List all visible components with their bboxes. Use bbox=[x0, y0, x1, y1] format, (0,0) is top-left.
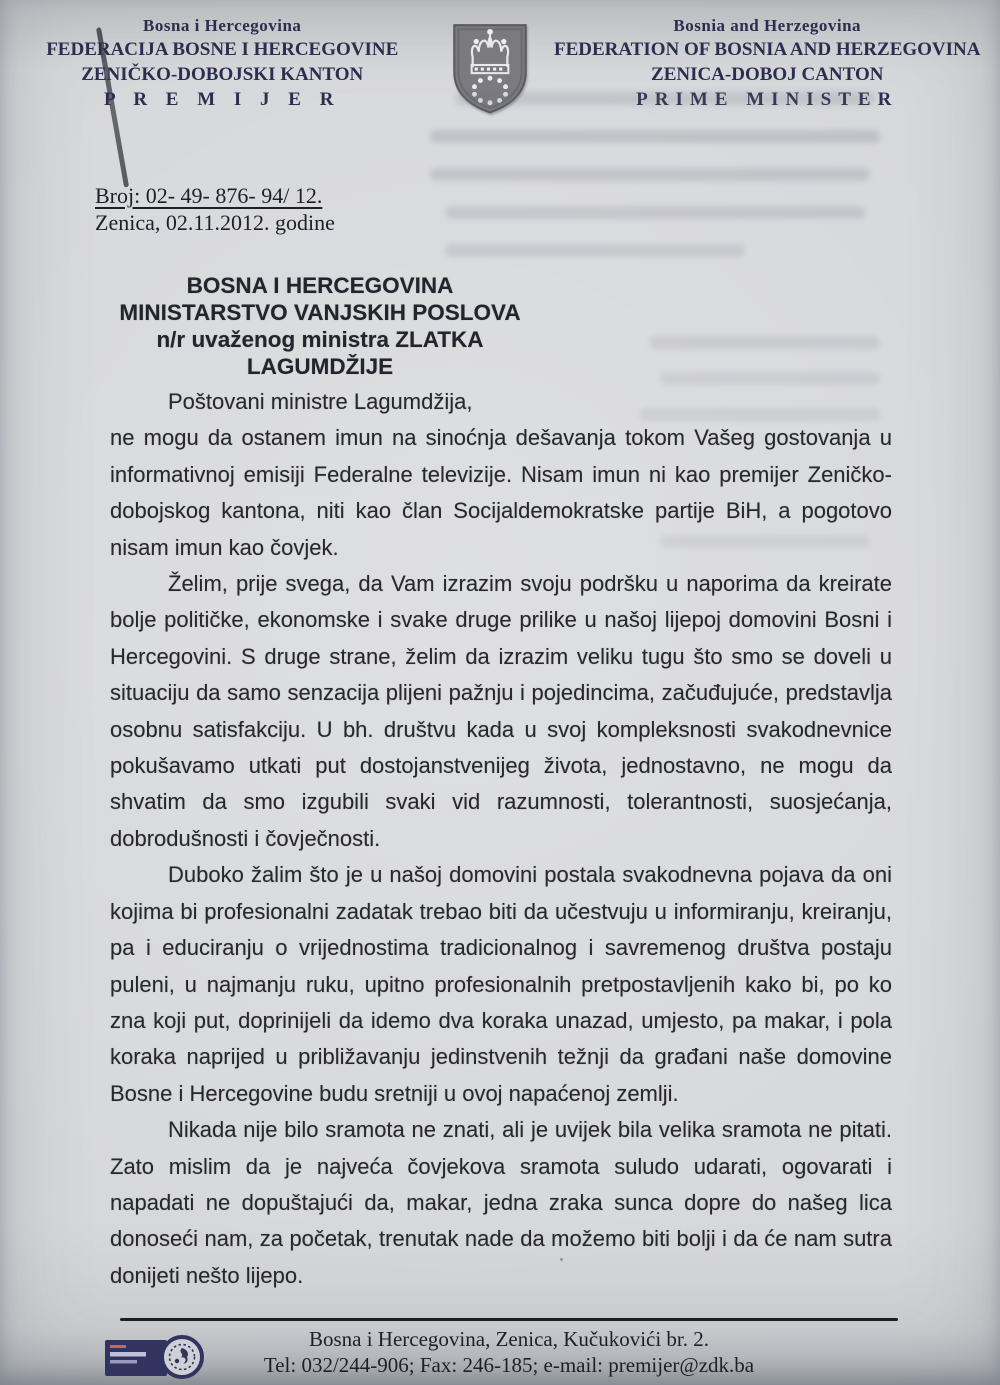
footer-address: Bosna i Hercegovina, Zenica, Kučukovići br. 2. bbox=[308, 1327, 710, 1351]
footer-divider bbox=[120, 1318, 898, 1321]
addressee-ministry: MINISTARSTVO VANJSKIH POSLOVA bbox=[119, 300, 521, 325]
letterhead-left-country: Bosna i Hercegovina bbox=[143, 16, 302, 35]
bleed-through-line bbox=[650, 336, 880, 349]
letterhead-right-office: PRIME MINISTER bbox=[636, 89, 899, 110]
paragraph-4: Nikada nije bilo sramota ne znati, ali je uvijek bila velika sramota ne pitati. Zato mislim da je najveća čovjekova sramota suludo udarati, ogovarati i napadati ne dopuštajući da, makar, jedna zraka sunca dopre do našeg lica donoseći nam, za početak, trenutak nade da možemo biti bolji i da će nam sutra donijeti nešto lijepo. bbox=[110, 1117, 892, 1288]
bleed-through-line bbox=[430, 168, 870, 181]
addressee-block bbox=[97, 272, 543, 380]
letterhead-right-canton: ZENICA-DOBOJ CANTON bbox=[651, 64, 884, 85]
footer-contact: Tel: 032/244-906; Fax: 246-185; e-mail: premijer@zdk.ba bbox=[263, 1353, 755, 1377]
footer-contact-block bbox=[120, 1326, 898, 1378]
letterhead-left-canton: ZENIČKO-DOBOJSKI KANTON bbox=[81, 64, 364, 85]
paragraph-1: ne mogu da ostanem imun na sinoćnja dešavanja tokom Vašeg gostovanja u informativnoj emisiji Federalne televizije. Nisam imun ni kao premijer Zeničko-dobojskog kantona, niti kao član Socijaldemokratske partije BiH, a pogotovo nisam imun kao čovjek. bbox=[110, 425, 892, 560]
letterhead-right-country: Bosnia and Herzegovina bbox=[673, 16, 862, 35]
letterhead-left bbox=[0, 16, 436, 111]
reference-block bbox=[95, 182, 335, 236]
salutation: Poštovani ministre Lagumdžija, bbox=[168, 389, 473, 414]
paragraph-2: Želim, prije svega, da Vam izrazim svoju podršku u naporima da kreirate bolje političke, ekonomske i svake druge prilike u našoj lijepoj domovini Bosni i Hercegovini. S druge strane, želim da izrazim veliku tugu što smo se doveli u situaciju da samo senzacija plijeni pažnju i pojedincima, začuđujuće, predstavlja osobnu satisfakciju. U bh. društvu kada u svoj kompleksnosti svakodnevnice pokušavamo utkati put dostojanstvenijeg života, jednostavno, ne mogu da shvatim da smo izgubili svaki vid razumnosti, tolerantnosti, suosjećanja, dobrodušnosti i čovječnosti. bbox=[110, 571, 892, 851]
letterhead-right-federation: FEDERATION OF BOSNIA AND HERZEGOVINA bbox=[553, 39, 981, 60]
letter-body bbox=[110, 384, 892, 1294]
bleed-through-line bbox=[430, 130, 880, 143]
addressee-country: BOSNA I HERCEGOVINA bbox=[186, 273, 454, 298]
reference-date: Zenica, 02.11.2012. godine bbox=[95, 210, 335, 235]
reference-number: Broj: 02- 49- 876- 94/ 12. bbox=[95, 183, 323, 208]
bleed-through-line bbox=[455, 92, 875, 105]
bleed-through-line bbox=[445, 244, 745, 257]
bleed-through-line bbox=[445, 206, 865, 219]
letterhead-left-office: P R E M I J E R bbox=[104, 89, 341, 110]
paragraph-3: Duboko žalim što je u našoj domovini postala svakodnevna pojava da oni kojima bi profesionalni zadatak trebao biti da učestvuju u informiranju, kreiranju, pa i educiranju o vrijednostima tradicionalnog i savremenog društva postaju puleni, u najmanju ruku, upitno profesionalnih pretpostavljenih kako bi, po ko zna koji put, doprinijeli da idemo dva koraka unazad, umjesto, pa makar, i pola koraka naprijed u približavanju jedinstvenih težnji da građani naše domovine Bosne i Hercegovine budu sretniji u ovoj napaćenoj zemlji. bbox=[110, 862, 892, 1106]
letterhead-left-federation: FEDERACIJA BOSNE I HERCEGOVINE bbox=[46, 39, 399, 60]
addressee-minister: n/r uvaženog ministra ZLATKA LAGUMDŽIJE bbox=[156, 327, 484, 379]
